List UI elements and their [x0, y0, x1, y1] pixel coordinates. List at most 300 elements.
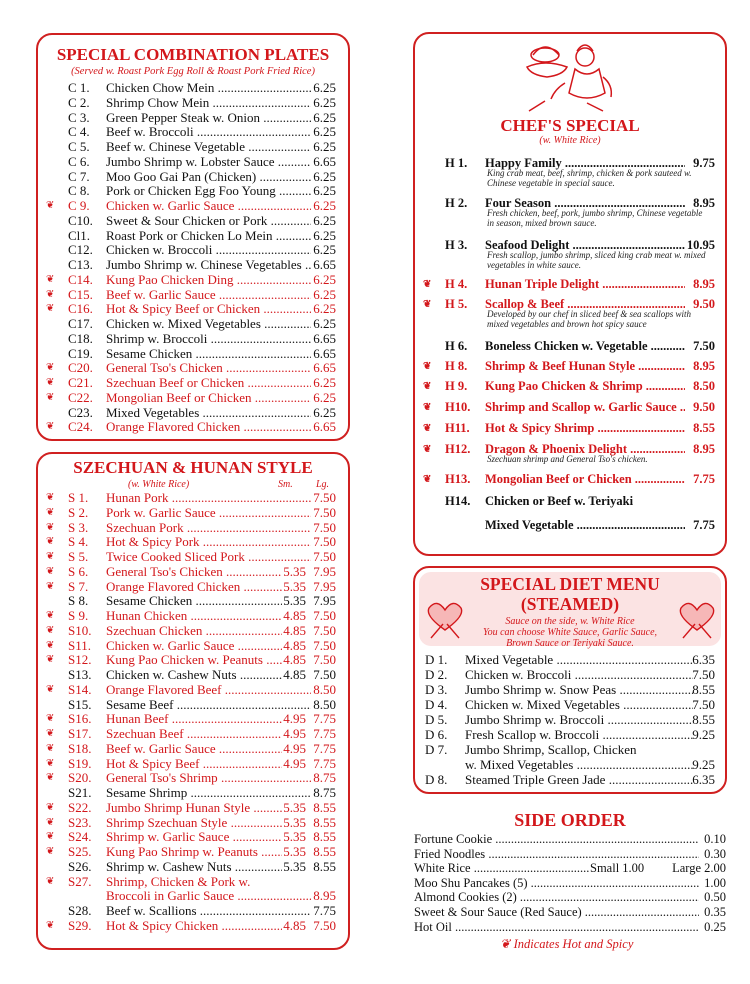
item-price: 0.10 — [704, 832, 726, 846]
item-price: 9.25 — [692, 727, 715, 742]
combination-section — [36, 33, 350, 441]
item-code: H14. — [445, 494, 471, 508]
item-code: C15. — [68, 286, 93, 302]
item-price-lg: 7.50 — [313, 917, 336, 933]
szechuan-item — [38, 756, 348, 771]
item-description: King crab meat, beef, shrimp, chicken & pork sauteed w. Chinese vegetable in special sauce. — [487, 168, 692, 188]
item-name: Jumbo Shrimp w. Snow Peas ..... — [465, 682, 693, 697]
item-code: C16. — [68, 301, 93, 317]
item-price-lg: 8.50 — [313, 696, 336, 712]
item-price: 8.50 — [693, 379, 715, 393]
item-name: Hot & Spicy Beef ..... — [106, 756, 282, 771]
item-description: Szechuan shrimp and General Tso's chicken. — [487, 454, 648, 464]
chef-mascot-icon — [505, 37, 635, 117]
combo-item — [38, 287, 348, 302]
diet-item — [415, 742, 725, 757]
item-name: Pork w. Garlic Sauce ..... — [106, 505, 311, 520]
item-price: 8.95 — [693, 196, 715, 210]
item-price-lg: 7.50 — [313, 490, 336, 505]
diet-note-2: You can choose White Sauce, Garlic Sauce, — [482, 627, 658, 638]
item-price: 8.95 — [693, 277, 715, 291]
item-name: Szechuan Beef or Chicken ..... — [106, 375, 311, 390]
item-code: S 8. — [68, 593, 89, 609]
item-code: S14. — [68, 681, 92, 697]
item-name: Shrimp w. Broccoli ..... — [106, 331, 311, 346]
item-price: 6.25 — [313, 404, 336, 420]
chef-item — [415, 277, 725, 292]
szechuan-item — [38, 785, 348, 800]
diet-item — [415, 682, 725, 697]
item-price-sm: 5.35 — [283, 858, 306, 874]
item-name: Fortune Cookie ..... — [414, 832, 699, 847]
item-name: Jumbo Shrimp, Scallop, Chicken — [465, 742, 637, 757]
item-code: H 2. — [445, 196, 468, 210]
item-price: 9.25 — [692, 757, 715, 772]
szechuan-item — [38, 741, 348, 756]
item-price-lg: 8.55 — [313, 799, 336, 815]
item-code: C 6. — [68, 153, 90, 169]
item-price: 0.25 — [704, 919, 726, 934]
pepper-icon: ❦ — [423, 423, 432, 434]
item-name: Hot Oil ..... — [414, 920, 699, 935]
szechuan-item — [38, 829, 348, 844]
item-price-lg: 7.50 — [313, 519, 336, 535]
chef-item — [415, 359, 725, 374]
diet-note-1: Sauce on the side, w. White Rice — [505, 616, 635, 627]
item-code: C 2. — [68, 94, 90, 110]
item-price-lg: 7.75 — [313, 726, 336, 741]
combo-item — [38, 124, 348, 139]
item-price: 9.50 — [693, 400, 715, 414]
item-price-sm: 4.85 — [283, 637, 306, 653]
pepper-icon: ❦ — [46, 610, 55, 621]
item-code: H11. — [445, 421, 470, 435]
combo-item — [38, 139, 348, 154]
item-name: Green Pepper Steak w. Onion ..... — [106, 110, 311, 125]
item-name: Chicken w. Mixed Vegetables ..... — [106, 316, 311, 331]
item-price-sm: 5.35 — [283, 829, 306, 845]
pepper-icon: ❦ — [423, 444, 432, 455]
item-name: Szechuan Beef ..... — [106, 726, 282, 741]
item-price-sm: 4.85 — [283, 622, 306, 638]
item-name: Shrimp w. Cashew Nuts ..... — [106, 859, 282, 874]
item-code: C17. — [68, 316, 93, 331]
item-code: S27. — [68, 873, 92, 889]
item-price: 7.50 — [692, 667, 715, 682]
item-price-sm: 4.85 — [283, 667, 306, 682]
item-name-cont: w. Mixed Vegetables ..... — [465, 757, 693, 772]
szechuan-item — [38, 726, 348, 741]
side-item — [414, 832, 726, 847]
item-name: Twice Cooked Sliced Pork ..... — [106, 549, 311, 564]
pepper-icon: ❦ — [46, 506, 55, 518]
pepper-icon: ❦ — [423, 279, 432, 290]
szechuan-item — [38, 505, 348, 520]
item-price-lg: 7.75 — [313, 755, 336, 771]
szechuan-item — [38, 859, 348, 874]
item-code: C24. — [68, 419, 93, 435]
item-code: C 8. — [68, 183, 90, 199]
item-name: Moo Goo Gai Pan (Chicken) ..... — [106, 169, 311, 184]
item-price-sm: 4.85 — [283, 608, 306, 623]
item-name: Shrimp, Chicken & Pork w. — [106, 873, 251, 889]
item-name-cont: Mixed Vegetable ..... — [485, 518, 685, 533]
item-description: Fresh chicken, beef, pork, jumbo shrimp, Chinese vegetable in season, mixed brown sauce. — [487, 208, 703, 228]
item-code: H 3. — [445, 238, 468, 252]
item-code: S24. — [68, 829, 92, 845]
pepper-icon: ❦ — [46, 757, 55, 769]
item-price-sm: 4.95 — [283, 726, 306, 741]
pepper-icon: ❦ — [46, 919, 55, 931]
diet-note-3: Brown Sauce or Teriyaki Sauce. — [506, 638, 634, 649]
side-section — [414, 808, 726, 958]
item-name: Boneless Chicken w. Vegetable ..... — [485, 339, 685, 354]
diet-item-cont — [415, 757, 725, 772]
item-price-lg: 8.75 — [313, 785, 336, 800]
item-price-lg: 7.50 — [313, 622, 336, 638]
szechuan-item — [38, 549, 348, 564]
item-code: D 8. — [425, 772, 448, 787]
item-price-sm: 5.35 — [283, 593, 306, 609]
pepper-icon: ❦ — [46, 639, 55, 651]
szechuan-item — [38, 815, 348, 830]
item-price: 6.65 — [313, 153, 336, 169]
item-price-lg: 8.55 — [313, 858, 336, 874]
item-description: Developed by our chef in sliced beef & sea scallops with mixed vegetables and brown hot spicy sauce — [487, 309, 691, 329]
item-price: 9.75 — [693, 156, 715, 170]
item-code: C 1. — [68, 80, 90, 95]
item-code: C14. — [68, 271, 93, 287]
item-code: S25. — [68, 844, 92, 859]
item-name: Orange Flavored Chicken ..... — [106, 419, 311, 434]
item-price: 6.65 — [313, 345, 336, 361]
item-name: Scallop & Beef ..... — [485, 297, 685, 312]
side-item — [414, 920, 726, 935]
pepper-icon: ❦ — [46, 580, 55, 592]
item-code: S15. — [68, 696, 92, 712]
item-name: Jumbo Shrimp w. Chinese Vegetables ..... — [106, 257, 311, 272]
pepper-icon: ❦ — [46, 551, 55, 562]
item-name: Pork or Chicken Egg Foo Young ..... — [106, 183, 311, 198]
pepper-icon: ❦ — [423, 474, 432, 485]
item-price: 0.50 — [704, 890, 726, 905]
item-price-lg: 7.95 — [313, 593, 336, 609]
chef-item — [415, 400, 725, 415]
item-price: 0.35 — [704, 905, 726, 919]
chef-item — [415, 339, 725, 354]
item-price: 6.25 — [313, 301, 336, 317]
item-code: S 3. — [68, 519, 89, 535]
item-price: 6.25 — [313, 94, 336, 110]
item-price: 6.25 — [313, 183, 336, 199]
item-name: Jumbo Shrimp w. Broccoli ..... — [465, 712, 693, 727]
chef-section — [413, 32, 727, 556]
item-price-sm: 4.95 — [283, 755, 306, 771]
side-item — [414, 861, 726, 876]
combo-item — [38, 360, 348, 375]
diet-item — [415, 772, 725, 787]
item-price-lg: 7.50 — [313, 549, 336, 564]
pepper-icon: ❦ — [46, 273, 55, 285]
item-price: 8.55 — [692, 712, 715, 727]
item-code: S11. — [68, 637, 91, 653]
pepper-icon: ❦ — [46, 303, 55, 315]
item-price-lg: 7.50 — [313, 608, 336, 623]
item-price: 0.30 — [704, 846, 726, 861]
item-price: 6.25 — [313, 242, 336, 258]
item-name: Hot & Spicy Shrimp ..... — [485, 421, 685, 436]
item-name: Shrimp Szechuan Style ..... — [106, 815, 282, 830]
diet-item — [415, 697, 725, 712]
item-name: Shrimp and Scallop w. Garlic Sauce ..... — [485, 400, 685, 415]
pepper-icon: ❦ — [46, 391, 55, 403]
item-name: Beef w. Garlic Sauce ..... — [106, 741, 282, 756]
item-code: H 1. — [445, 156, 468, 170]
combo-item — [38, 183, 348, 198]
item-price-lg: 8.95 — [313, 888, 336, 904]
item-code: S 5. — [68, 549, 89, 564]
item-name: Orange Flavored Beef ..... — [106, 682, 311, 697]
item-name: Mixed Vegetables ..... — [106, 405, 311, 420]
pepper-icon: ❦ — [46, 831, 55, 843]
item-name: White Rice ..... — [414, 861, 589, 876]
item-code: C23. — [68, 404, 93, 420]
szechuan-item — [38, 667, 348, 682]
item-price-sm: 4.95 — [283, 711, 306, 727]
item-name: Jumbo Shrimp Hunan Style ..... — [106, 800, 282, 815]
item-price: 7.50 — [693, 339, 715, 353]
pepper-icon: ❦ — [46, 728, 55, 739]
item-price: 8.55 — [693, 421, 715, 435]
item-name: Kung Pao Chicken Ding ..... — [106, 272, 311, 287]
hot-legend-text: Indicates Hot and Spicy — [513, 937, 634, 951]
item-name: General Tso's Chicken ..... — [106, 360, 311, 375]
item-name: Happy Family ..... — [485, 156, 685, 171]
pepper-icon: ❦ — [46, 521, 55, 533]
item-name: Jumbo Shrimp w. Lobster Sauce ..... — [106, 154, 311, 169]
item-name: Mixed Vegetable ..... — [465, 652, 693, 667]
combo-item — [38, 390, 348, 405]
item-name: Chicken w. Broccoli ..... — [465, 667, 693, 682]
item-price: 6.65 — [313, 419, 336, 435]
item-name: Sesame Beef ..... — [106, 697, 311, 712]
chef-title: CHEF'S SPECIAL — [500, 116, 640, 135]
item-name: Kung Pao Chicken & Shrimp ..... — [485, 379, 685, 394]
szechuan-item — [38, 844, 348, 859]
item-code: C13. — [68, 257, 93, 272]
item-code: H 9. — [445, 379, 468, 393]
szechuan-title: SZECHUAN & HUNAN STYLE — [73, 458, 313, 477]
item-code: S10. — [68, 622, 92, 638]
combo-item — [38, 213, 348, 228]
item-name: Shrimp Chow Mein ..... — [106, 95, 311, 110]
item-price-lg: 7.50 — [313, 504, 336, 520]
item-code: C19. — [68, 345, 93, 361]
diet-item — [415, 727, 725, 742]
item-code: D 4. — [425, 697, 448, 712]
item-code: Cl1. — [68, 227, 91, 243]
item-name: Hunan Triple Delight ..... — [485, 277, 685, 292]
item-price-lg: 7.95 — [313, 563, 336, 579]
item-name: Sweet & Sour Chicken or Pork ..... — [106, 213, 311, 228]
diet-item — [415, 667, 725, 682]
item-price: 6.25 — [313, 389, 336, 405]
combo-item — [38, 154, 348, 169]
item-price-lg: 8.55 — [313, 844, 336, 859]
side-item — [414, 847, 726, 862]
szechuan-item — [38, 623, 348, 638]
szechuan-item — [38, 638, 348, 653]
pepper-icon: ❦ — [423, 402, 432, 413]
pepper-icon: ❦ — [46, 654, 55, 666]
szechuan-item — [38, 682, 348, 697]
item-code: C 7. — [68, 168, 90, 184]
szechuan-item — [38, 534, 348, 549]
item-code: S 4. — [68, 534, 89, 550]
item-code: C18. — [68, 330, 93, 346]
chef-item — [415, 421, 725, 436]
pepper-icon: ❦ — [423, 299, 432, 310]
item-name: Dragon & Phoenix Delight ..... — [485, 442, 685, 457]
item-code: S12. — [68, 652, 92, 668]
item-price-small: Small 1.00 — [590, 861, 645, 876]
pepper-icon: ❦ — [46, 816, 55, 828]
item-code: S18. — [68, 740, 92, 756]
item-name: Roast Pork or Chicken Lo Mein ..... — [106, 228, 311, 243]
item-name: Moo Shu Pancakes (5) ..... — [414, 876, 699, 891]
item-code: S26. — [68, 858, 92, 874]
szechuan-item — [38, 800, 348, 815]
item-code: S 6. — [68, 563, 89, 579]
item-name: Sesame Shrimp ..... — [106, 785, 311, 800]
pepper-icon: ❦ — [46, 421, 55, 433]
combo-item — [38, 405, 348, 420]
item-price: 6.65 — [313, 330, 336, 346]
item-name: Chicken w. Broccoli ..... — [106, 242, 311, 257]
item-price: 7.50 — [692, 697, 715, 712]
combo-item — [38, 301, 348, 316]
szechuan-section — [36, 452, 350, 950]
item-code: C22. — [68, 389, 93, 405]
item-price-sm: 5.35 — [283, 563, 306, 579]
szechuan-item — [38, 608, 348, 623]
item-price-lg: 7.50 — [313, 652, 336, 668]
szechuan-item — [38, 490, 348, 505]
item-price-sm: 5.35 — [283, 844, 306, 859]
item-name: Steamed Triple Green Jade ..... — [465, 772, 693, 787]
item-name-cont: Broccoli in Garlic Sauce ..... — [106, 888, 311, 903]
item-price: 6.25 — [313, 375, 336, 390]
item-description: Fresh scallop, jumbo shrimp, sliced king crab meat w. mixed vegetables in white sauce. — [487, 250, 706, 270]
combo-item — [38, 228, 348, 243]
item-price: 6.25 — [313, 139, 336, 154]
item-code: C 9. — [68, 198, 90, 213]
item-name: Sesame Chicken ..... — [106, 346, 311, 361]
pepper-icon: ❦ — [46, 713, 55, 725]
item-price: 1.00 — [704, 875, 726, 890]
item-price: 6.25 — [313, 271, 336, 287]
item-code: S21. — [68, 785, 92, 800]
item-code: S22. — [68, 799, 92, 815]
pepper-icon: ❦ — [46, 846, 55, 857]
item-price: 10.95 — [686, 238, 715, 252]
item-price: 6.65 — [313, 257, 336, 272]
item-code: S13. — [68, 667, 92, 682]
item-price: 6.25 — [313, 124, 336, 140]
combo-item — [38, 331, 348, 346]
item-code: S 9. — [68, 608, 89, 623]
item-price-lg: 7.50 — [313, 534, 336, 550]
item-code: H12. — [445, 442, 471, 456]
item-code: S28. — [68, 903, 92, 918]
item-code: C 5. — [68, 139, 90, 154]
item-code: D 7. — [425, 742, 448, 757]
pepper-icon: ❦ — [46, 377, 55, 388]
side-title: SIDE ORDER — [514, 810, 626, 830]
item-price: 6.65 — [313, 360, 336, 376]
item-price-lg: 8.55 — [313, 814, 336, 830]
item-price: 6.25 — [313, 286, 336, 302]
szechuan-item — [38, 711, 348, 726]
item-price-lg: 7.75 — [313, 903, 336, 918]
combo-item — [38, 257, 348, 272]
item-name: Szechuan Pork ..... — [106, 520, 311, 535]
item-code: C 4. — [68, 124, 90, 140]
combination-subtitle: (Served w. Roast Pork Egg Roll & Roast Pork Fried Rice) — [71, 66, 315, 77]
hot-legend — [500, 936, 633, 952]
item-name: Hunan Beef ..... — [106, 711, 282, 726]
item-name: Chicken Chow Mein ..... — [106, 80, 311, 95]
item-code: C 3. — [68, 109, 90, 125]
item-name: Szechuan Chicken ..... — [106, 623, 282, 638]
item-code: H 5. — [445, 297, 468, 311]
item-code: H13. — [445, 472, 471, 486]
item-name: Sesame Chicken ..... — [106, 593, 282, 608]
item-price: 6.35 — [692, 772, 715, 787]
item-code: S 2. — [68, 504, 89, 520]
item-name: Hunan Pork ..... — [106, 490, 311, 505]
item-code: D 5. — [425, 712, 448, 727]
item-price: 8.55 — [692, 682, 715, 697]
pepper-icon: ❦ — [423, 361, 432, 372]
diet-title-steamed: (STEAMED) — [520, 594, 620, 614]
side-item — [414, 905, 726, 920]
pepper-icon: ❦ — [46, 288, 55, 300]
item-code: C20. — [68, 360, 93, 376]
item-price-sm: 5.35 — [283, 799, 306, 815]
diet-title: SPECIAL DIET MENU — [480, 574, 660, 594]
item-name: Beef w. Broccoli ..... — [106, 124, 311, 139]
diet-item — [415, 652, 725, 667]
item-name: Hunan Chicken ..... — [106, 608, 282, 623]
pepper-icon: ❦ — [46, 624, 55, 636]
item-name: Beef w. Chinese Vegetable ..... — [106, 139, 311, 154]
item-name: Beef w. Garlic Sauce ..... — [106, 287, 311, 302]
combo-item — [38, 419, 348, 434]
item-price-lg: 7.95 — [313, 578, 336, 594]
combo-item — [38, 169, 348, 184]
item-name: Mongolian Beef or Chicken ..... — [106, 390, 311, 405]
item-name: Four Season ..... — [485, 196, 685, 211]
col-lg-header: Lg. — [316, 479, 330, 490]
item-price: 9.50 — [693, 297, 715, 311]
item-price-large: Large 2.00 — [672, 861, 726, 876]
pepper-icon: ❦ — [46, 875, 55, 887]
pepper-icon: ❦ — [46, 772, 55, 784]
item-price: 6.25 — [313, 227, 336, 243]
item-code: S16. — [68, 711, 92, 727]
item-name: Orange Flavored Chicken ..... — [106, 579, 282, 594]
